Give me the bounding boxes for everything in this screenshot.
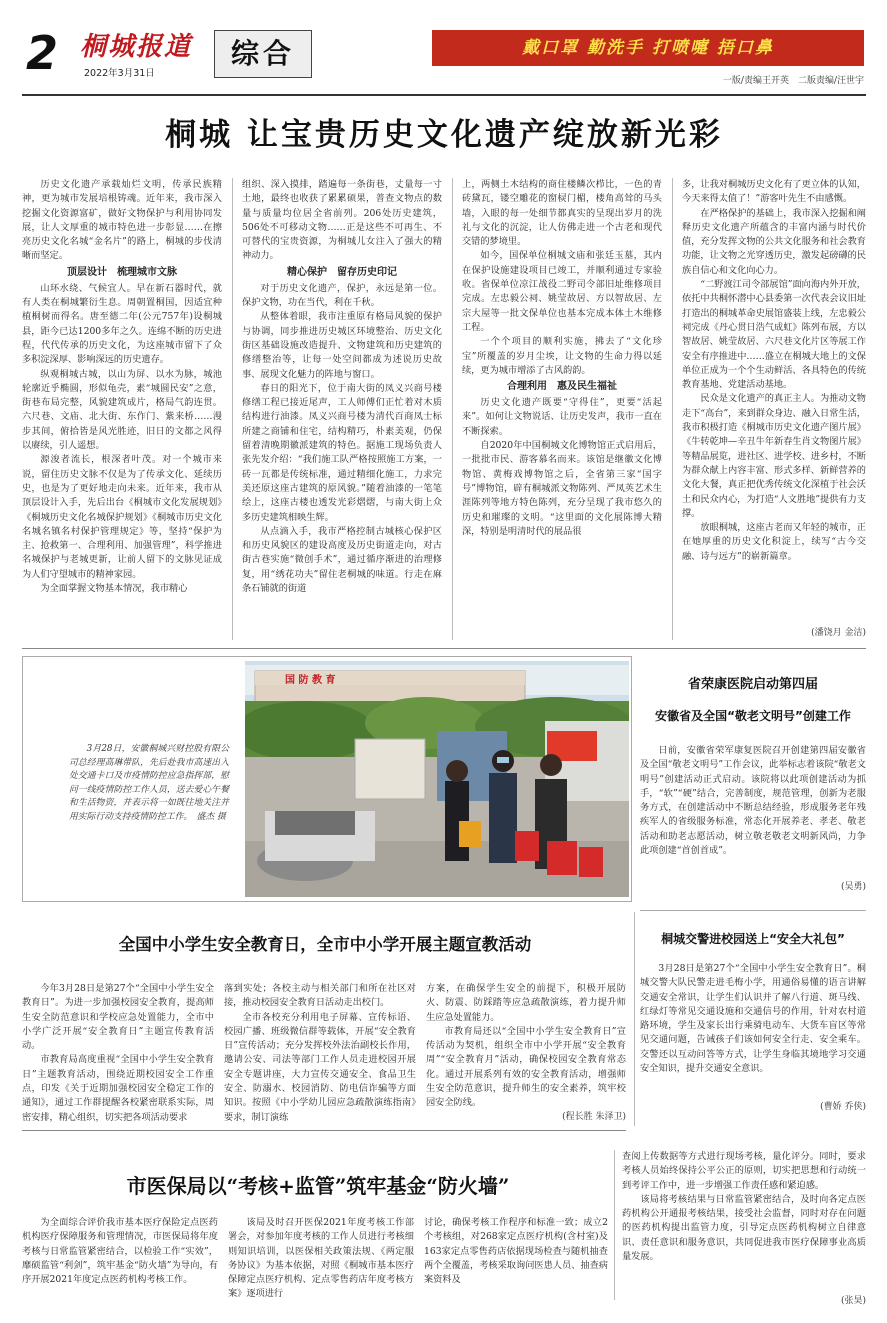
lead-paragraph: 如今，国保单位桐城文庙和张廷玉墓，其内在保护设施建设项目已竣工，并顺利通过专家验收。省保单位凉江战役二野司令部旧址维修项目完成。左忠毅公祠、姚莹故居、方以智故居、左宗大屋等一批文保单位也基本完成本体土木维修工程。 <box>462 250 662 333</box>
medical-column-2 <box>228 1216 414 1312</box>
lead-column-1 <box>22 178 222 640</box>
column-divider <box>672 178 673 640</box>
lead-column-4 <box>682 178 866 640</box>
lead-paragraph: 放眼桐城，这座古老而又年轻的城市，正在她厚重的历史文化积淀上，续写“古今交融、诗与远方”的崭新篇章。 <box>682 522 866 562</box>
section-title: 综合 <box>230 37 295 70</box>
section-rule <box>22 648 866 649</box>
section-box <box>214 30 312 78</box>
lead-paragraph: 纵观桐城古城，以山为屏、以水为脉，城池轮廓近乎椭圆，形似龟壳，素“城圆民安”之意，街巷布局完整，风貌建筑成片，格局气韵连贯。六尺巷、文庙、北大街、东作门、紫来桥……漫步其间，俯拾皆是风光胜迹，旧日的文都之风得以赓续，引人遥想。 <box>22 368 222 452</box>
lead-subhead-2: 精心保护 留存历史印记 <box>287 266 397 278</box>
school-paragraph: 今年3月28日是第27个“全国中小学生安全教育日”。为进一步加强校园安全教育，提高师生安全防范意识和学校应急处置能力，全市中小学广泛开展“安全教育日”主题宣传教育活动。 <box>22 983 214 1052</box>
lead-paragraph: 历史文化遗产承载灿烂文明，传承民族精神，更为城市发展培根铸魂。近年来，我市深入挖掘文化资源富矿，做好文物保护与利用协同发展，让人文厚重的城市特色进一步彰显……在擦亮历史文化名城“金名片”的路上，桐城的步伐清晰而坚定。 <box>22 179 222 262</box>
issue-date: 2022年3月31日 <box>84 68 155 79</box>
lead-paragraph: 从点滴入手，我市严格控制古城核心保护区和历史风貌区的建设高度及历史街道走向，对古街古巷实施“微创手术”，通过循序渐进的治理修复，用“绣花功夫”留住老桐城的味道。行走在麻条石铺就的街道 <box>242 525 442 595</box>
medical-headline: 市医保局以“考核+监管”筑牢基金“防火墙” <box>126 1174 510 1198</box>
rongkang-article <box>640 656 866 900</box>
lead-paragraph: 民众是文化遗产的真正主人。为推动文物走下“高台”，来到群众身边、融入日常生活，我市积极打造《桐城市历史文化遗产图片展》《牛转乾坤—辛丑牛年新春生肖文物图片展》等精品展览，进社区、进学校、进乡村，不断为群众献上内容丰富、形式多样、新鲜营养的文化大餐，真正把优秀传统文化深植于社会沃土和民众内心，为打造“人文胜地”提供有力支撑。 <box>682 393 866 519</box>
lead-subhead-3: 合理利用 惠及民生福祉 <box>507 381 617 393</box>
lead-paragraph: 组织、深入摸排，踏遍每一条街巷，丈量每一寸土地，最终也收获了累累硕果，普查文物点的数量与质量均位居全省前列。206处历史建筑，506处不可移动文物……正是这些不可再生、不可替代的宝贵资源，为桐城儿女注入了强大的精神动力。 <box>242 179 442 262</box>
column-divider <box>452 178 453 640</box>
medical-paragraph: 讨论，确保考核工作程序和标准一致；成立2个考核组，对268家定点医疗机构(含村室)及163家定点零售药店依据现场检查与随机抽查两个全覆盖，考核采取询问医患人员、抽查病案资料及 <box>424 1217 608 1286</box>
lead-paragraph: 源浚者流长，根深者叶茂。对一个城市来说，留住历史文脉不仅是为了传承文化、延续历史，也是为了更好地走向未来。近年来，我市从顶层设计入手，先后出台《桐城市文化发展规划》《桐城历史文化名城保护规划》《桐城市历史文化名城名镇名村保护管理规定》等，坚持“保护为主、抢救第一、合理利用、加强管理”，科学推进名城保护与老城更新，让前人留下的文脉见证成为人们守望城市的精神家园。 <box>22 454 222 580</box>
lead-headline: 桐城 让宝贵历史文化遗产绽放新光彩 <box>165 117 723 153</box>
school-paragraph: 全市各校充分利用电子屏幕、宣传标语、校园广播、班级微信群等载体，开展“安全教育日”宣传活动；充分发挥校外法治副校长作用，邀请公安、司法等部门工作人员走进校园开展安全专题讲座，大力宣传交通安全、食品卫生安全、防溺水、校园消防、防电信诈骗等方面知识。按照《中小学幼儿园应急疏散演练指南》要求，制订演练 <box>224 1011 416 1123</box>
medical-paragraph: 该局及时召开医保2021年度考核工作部署会，对参加年度考核的工作人员进行考核细则知识培训，以医保相关政策法规、《两定服务协议》为基本依据，对照《桐城市基本医疗保障定点医疗机构、定点零售药店年度考核方案》逐项进行 <box>228 1217 414 1300</box>
lead-paragraph: 为全面掌握文物基本情况，我市精心 <box>40 583 188 595</box>
traffic-byline: (曹娇 乔侠) <box>760 1100 866 1114</box>
photo-sign-text: 国 防 教 育 <box>285 675 336 686</box>
lead-paragraph: “二野渡江司令部展馆”面向海内外开放，依托中共桐怀潜中心县委第一次代表会议旧址打造出的桐城革命史展馆盛装上线，左忠毅公祠完成《丹心贯日浩气成虹》陈列布展，方以智故居、姚莹故居、六尺巷文化片区等展工作安全有序推进中……盛立在桐城大地上的文保单位正成为一个个生动鲜活、各具特色的传统教育基地、党建活动基地。 <box>682 279 866 391</box>
school-byline: (程长胜 朱泽卫) <box>480 1110 626 1124</box>
lead-paragraph: 一个个项目的顺利实施，拂去了“文化珍宝”所覆盖的岁月尘埃，让文物的生命力得以延续，更为城市增添了古风韵韵。 <box>462 336 662 376</box>
lead-subhead-1: 顶层设计 梳理城市文脉 <box>67 266 177 278</box>
right-box-rule <box>640 910 866 911</box>
medical-column-1 <box>22 1216 218 1312</box>
rongkang-head-1: 省荣康医院启动第四届 <box>687 677 818 692</box>
masthead <box>0 0 887 100</box>
section-rule <box>22 1130 626 1131</box>
lead-paragraph: 上，两侧土木结构的商住楼鳞次栉比，一色的青砖黛瓦，镂空雕花的窗棂门楣，楼角高耸的马头墙，入眼的每一处细节都真实的呈现出岁月的洗礼与文化的沉淀，让人仿佛走进一个古老和现代交错的梦境里。 <box>462 179 662 248</box>
medical-paragraph: 为全面综合评价我市基本医疗保险定点医药机构医疗保障服务和管理情况，市医保局将年度考核与日常监管紧密结合，以检验工作“实效”，靡硕监管“利剑”，筑牢基金“防火墙”为导向，有序开展2021年度定点医药机构考核工作。 <box>22 1217 218 1286</box>
column-divider <box>634 912 635 1126</box>
lead-paragraph: 多，让我对桐城历史文化有了更立体的认知，今天来得太值了！”游客叶先生不由感慨。 <box>682 179 866 205</box>
lead-paragraph: 历史文化遗产既要“守得住”，更要“活起来”。如何让文物说话、让历史发声，我市一直在不断探索。 <box>462 397 662 437</box>
traffic-article <box>640 918 866 1124</box>
column-divider <box>614 1150 615 1300</box>
paper-name-logo: 桐城报道 <box>80 32 193 62</box>
rongkang-byline: (吴勇) <box>760 880 866 894</box>
photo-caption: 3月28日，安徽桐城兴财控股有限公司总经理高琳带队，先后赴我市高速出入处交通卡口及市疫情防控应急指挥部，慰问一线疫情防控工作人员，送去爱心午餐和生活物资，并表示将一如既往地关注并用实际行动支持疫情防控工作。 盛杰 摄 <box>69 744 229 822</box>
school-headline: 全国中小学生安全教育日，全市中小学开展主题宣教活动 <box>118 935 532 954</box>
school-column-1 <box>22 982 214 1124</box>
medical-paragraph: 查阅上传数据等方式进行现场考核，量化评分。同时，要求考核人员始终保持公平公正的原则，切实把思想和行动统一到考评工作中，进一步增强工作责任感和紧迫感。 <box>622 1151 866 1191</box>
lead-paragraph: 山环水绕、气候宜人。早在新石器时代，就有人类在桐城繁衍生息。周朝置桐国，因适宜种植桐树而得名。唐至德二年(公元757年)设桐城县，距今已达1200多年之久。连绵不断的历史进程，代代传承的历史文化，为这座城市留下了众多积淀深厚、影响深远的历史遗存。 <box>22 282 222 366</box>
lead-paragraph: 春日的阳光下，位于南大街的凤义兴商号楼修缮工程已接近尾声，工人师傅们正忙着对木质结构进行油漆。凤义兴商号楼为清代百商凤士标所建之商铺和住宅，结构精巧，朴素美观，仍保留着清晚期徽派建筑的特色。据施工现场负责人张先发介绍：“我们施工队严格按照施工方案，一砖一瓦都是传统标准，通过精细化施工，力求完美还原这座古建筑的原风貌。”随着油漆的一笔笔绘上，这座古楼也透发光彩熠熠，与南大街上众多历史建筑相映生辉。 <box>242 382 442 523</box>
masthead-rule <box>22 94 866 96</box>
editor-credits: 一版/责编王开英 二版责编/汪世宇 <box>722 76 864 86</box>
rongkang-head-2: 安徽省及全国“敬老文明号”创建工作 <box>655 709 851 723</box>
medical-column-3 <box>424 1216 608 1312</box>
school-column-3 <box>426 982 626 1124</box>
slogan-text: 戴口罩 勤洗手 打喷嚏 捂口鼻 <box>522 38 774 58</box>
school-paragraph: 落到实处；各校主动与相关部门和所在社区对接，推动校园安全教育日活动走出校门。 <box>224 983 416 1009</box>
medical-paragraph: 该局将考核结果与日常监管紧密结合，及时向各定点医药机构公开通报考核结果，接受社会监督，同时对存在问题的医药机构提出监管力度，引导定点医药机构树立自律意识、责任意识和服务意识，共同促进我市医疗保障事业高质量发展。 <box>622 1193 866 1263</box>
page-number: 2 <box>26 26 59 80</box>
rongkang-body: 日前，安徽省荣军康复医院召开创建第四届安徽省及全国“敬老文明号”工作会议，此举标志着该院“敬老文明号”创建活动正式启动。该院将以此项创建活动为抓手，“软”“硬”结合，完善制度，规范管理，创新为老服务方式，在创建活动中不断总结经验，形成服务老年残疾军人的省级服务标准，常态化开展养老、孝老、敬老活动和助老志愿活动，树立敬老敬老文明新风尚，力争此项创建“首创首成”。 <box>640 745 866 857</box>
lead-paragraph: 在严格保护的基础上，我市深入挖掘和阐释历史文化遗产所蕴含的丰富内涵与时代价值，充分发挥文物的公共文化服务和社会教育功能，让文物之光穿透历史，激发起磅礴的民族自信心和文化向心力。 <box>682 207 866 276</box>
lead-paragraph: 对于历史文化遗产，保护，永远是第一位。保护文物，功在当代，利在千秋。 <box>242 282 442 309</box>
traffic-body: 3月28日是第27个“全国中小学生安全教育日”。桐城交警大队民警走进毛梅小学，用通俗易懂的语言讲解交通安全常识，让学生们认识并了解八行道、斑马线、红绿灯等常见交通设施和交通信号的作用，针对农村道路环境，学生及家长出行乘骑电动车、大货车盲区等常见交通问题，告诫孩子们该如何安全行走、安全乘车。交警还以互动问答等方式，让学生身临其境地学习交通安全知识，提升交通安全意识。 <box>640 963 866 1075</box>
school-paragraph: 市教育局高度重视“全国中小学生安全教育日”主题教育活动，围绕近期校园安全工作重点，印发《关于近期加强校园安全稳定工作的通知》，通过工作群提醒各校紧密联系实际，周密安排，精心组织，切实把各项活动要求 <box>22 1054 214 1123</box>
medical-column-4 <box>622 1150 866 1300</box>
lead-column-2 <box>242 178 442 640</box>
lead-column-3 <box>462 178 662 640</box>
school-paragraph: 市教育局还以“全国中小学生安全教育日”宣传活动为契机，组织全市中小学开展“安全教育周”“安全教育月”活动，确保校园安全教育常态化。通过开展系列有效的安全教育活动，增强师生安全防范意识，提升师生的安全素养，筑牢校园安全防线。 <box>426 1025 626 1109</box>
lead-byline: (潘饶月 金洁) <box>682 626 866 640</box>
photo-block <box>22 656 632 902</box>
column-divider <box>232 178 233 640</box>
lead-paragraph: 从整体着眼，我市注重原有格局风貌的保护与协调，同步推进历史城区环境整治、历史文化街区基础设施改造提升、文物建筑和历史建筑的修缮整治等，让每一处空间都成为述说历史故事、展现文化魅力的阵地与窗口。 <box>242 311 442 380</box>
school-column-2 <box>224 982 416 1124</box>
school-paragraph: 方案，在确保学生安全的前提下，积极开展防火、防震、防踩踏等应急疏散演练，着力提升师生应急处置能力。 <box>426 983 626 1023</box>
slogan-banner <box>432 30 864 66</box>
traffic-head: 桐城交警进校园送上“安全大礼包” <box>661 932 845 946</box>
lead-paragraph: 自2020年中国桐城文化博物馆正式启用后，一批批市民、游客慕名而来。该馆是继徽文化博物馆、黄梅戏博物馆之后，全省第三家“国字号”博物馆，辟有桐城派文物陈列、严凤英艺术生涯陈列等地方特色陈列，充分呈现了我市悠久的历史和璀璨的文明。“这里面的文化展陈博大精深，特别是明清时代的展品很 <box>462 440 662 537</box>
news-photo <box>245 661 629 897</box>
medical-byline: (张昊) <box>760 1294 866 1308</box>
